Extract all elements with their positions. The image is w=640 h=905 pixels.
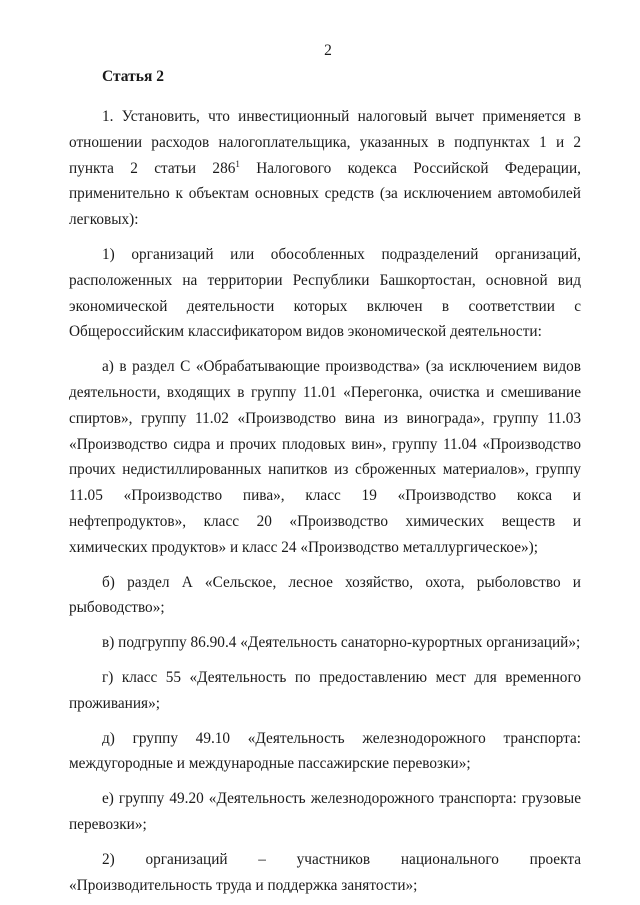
paragraph-8: е) группу 49.20 «Деятельность железнодорожного транспорта: грузовые перевозки»; — [69, 790, 581, 833]
paragraph-6: г) класс 55 «Деятельность по предоставлению мест для временного проживания»; — [69, 668, 581, 712]
paragraph-4: б) раздел А «Сельское, лесное хозяйство, охота, рыболовство и рыбоводство»; — [69, 573, 581, 617]
paragraph-9: 2) организаций – участников национального проекта «Производительность труда и поддержка занятости»; — [69, 850, 581, 894]
document-body — [69, 104, 581, 898]
paragraph-2: 1) организаций или обособленных подразделений организаций, расположенных на территории Республики Башкортостан, основной вид экономической деятельности которых включен в соответствии с Общероссийским классификатором видов экономической деятельности: — [69, 245, 581, 341]
paragraph-1 — [69, 104, 581, 233]
paragraph-3: а) в раздел С «Обрабатывающие производства» (за исключением видов деятельности, входящих в группу 11.01 «Перегонка, очистка и смешивание спиртов», группу 11.02 «Производство вина из винограда», группу 11.03 «Производство сидра и прочих плодовых вин», группу 11.04 «Производство прочих недистиллированных напитков из сброженных материалов», группу 11.05 «Производство пива», класс 19 «Производство кокса и нефтепродуктов», класс 20 «Производство химических веществ и химических продуктов» и класс 24 «Производство металлургическое»); — [69, 358, 581, 556]
article-title: Статья 2 — [102, 68, 164, 85]
paragraph-7: д) группу 49.10 «Деятельность железнодорожного транспорта: междугородные и международные пассажирские перевозки»; — [69, 729, 581, 773]
paragraph-1-text: 1. Установить, что инвестиционный налоговый вычет применяется в отношении расходов налогоплательщика, указанных в подпунктах 1 и 2 пункта 2 статьи 286 — [69, 108, 581, 177]
footnote-superscript: 1 — [235, 158, 240, 169]
page-number: 2 — [324, 42, 332, 59]
paragraph-1-tail: Налогового кодекса Российской Федерации, применительно к объектам основных средств (за исключением автомобилей легковых): — [69, 159, 581, 229]
paragraph-5: в) подгруппу 86.90.4 «Деятельность санаторно-курортных организаций»; — [102, 634, 581, 652]
